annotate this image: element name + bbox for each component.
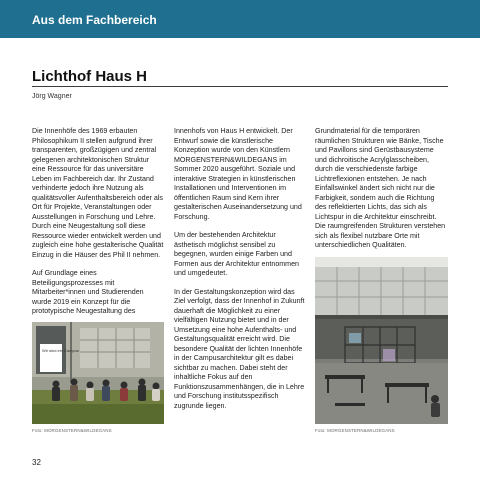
page-number: 32: [32, 458, 41, 467]
paragraph: Innenhofs von Haus H entwickelt. Der Entwurf sowie die künstlerische Konzeption wurde von den Künstlern MORGENSTERN&WILDEGANS im Sommer 2020 ausgeführt. Soziale und interaktive Strategien in künstlerischen Installationen und Interventionen im öffentlichen Raum sind Kern ihrer gestalterischen Auseinandersetzung und Forschung.: [174, 127, 302, 221]
paragraph: Um der bestehenden Architektur ästhetisch möglichst sensibel zu begegnen, wurden einige Farben und Formen aus der Architektur entnommen und umgedeutet.: [174, 231, 299, 277]
article-author: Jörg Wagner: [32, 93, 72, 100]
courtyard-gathering-photo: [32, 322, 164, 424]
courtyard-installation-photo: [315, 257, 448, 424]
event-sign-text: Wir sind ein Campus: [42, 348, 79, 353]
section-header-label: Aus dem Fachbereich: [32, 13, 157, 27]
paragraph: Grundmaterial für die temporären räumlichen Strukturen wie Bänke, Tische und Pavillons sind Gerüstbausysteme und dichroitische Acrylglasscheiben, durch die verschiedenste farbige Lichtreflexionen entstehen. Je nach Einfallswinkel ändert sich nicht nur die Farbigkeit, sondern auch die Richtung des reflektierten Lichts, das sich als Lichtspur in die Architektur einschreibt. Die raumgreifenden Strukturen verstehen sich als flexibel nutzbare Orte mit unterschiedlichen Qualitäten.: [315, 127, 446, 249]
title-rule: [32, 86, 448, 87]
text-column-1: [32, 127, 164, 326]
text-column-2: [174, 127, 306, 420]
paragraph: Auf Grundlage eines Beteiligungsprozesses mit Mitarbeiter*innen und Studierenden wurde 2019 ein Konzept für die prototypische Neugestaltung des: [32, 269, 144, 315]
section-header-band: [0, 0, 480, 38]
paragraph: In der Gestaltungskonzeption wird das Ziel verfolgt, dass der Innenhof in Zukunft dauerhaft die Möglichkeit zu einer vielfältigen Nutzung bietet und in der Umsetzung eine hohe Aufenthalts- und Gestaltungsqualität erreicht wird. Die besondere Qualität der lichten Innenhöfe in der Campusarchitektur gilt es dabei sichtbar zu machen. Dabei steht der inhaltliche Fokus auf den Funktionszusammenhängen, die in Lehre und Forschung institutsspezifisch zugrunde liegen.: [174, 287, 305, 410]
article-title: Lichthof Haus H: [32, 68, 147, 85]
photo-credit-right: Foto: MORGENSTERN&WILDEGANS: [315, 428, 395, 433]
text-column-3: [315, 127, 447, 260]
paragraph: Die Innenhöfe des 1969 erbauten Philosophikum II stellen aufgrund ihrer transparenten, großzügigen und zentral gelegenen architektonischen Struktur eine Ressource für das universitäre Leben im Fachbereich dar. Ihr Zustand verhinderte jedoch ihre Nutzung als qualitätsvoller Aufenthaltsbereich oder als Ort für Projekte, Veranstaltungen oder Ausstellungen in Forschung und Lehre. Durch eine Neugestaltung soll diese Ressource wieder entwickelt werden und zugleich eine hohe gestalterische Qualität Einzug in die Häuser des Phil II nehmen.: [32, 127, 164, 259]
photo-credit-left: Foto: MORGENSTERN&WILDEGANS: [32, 428, 112, 433]
